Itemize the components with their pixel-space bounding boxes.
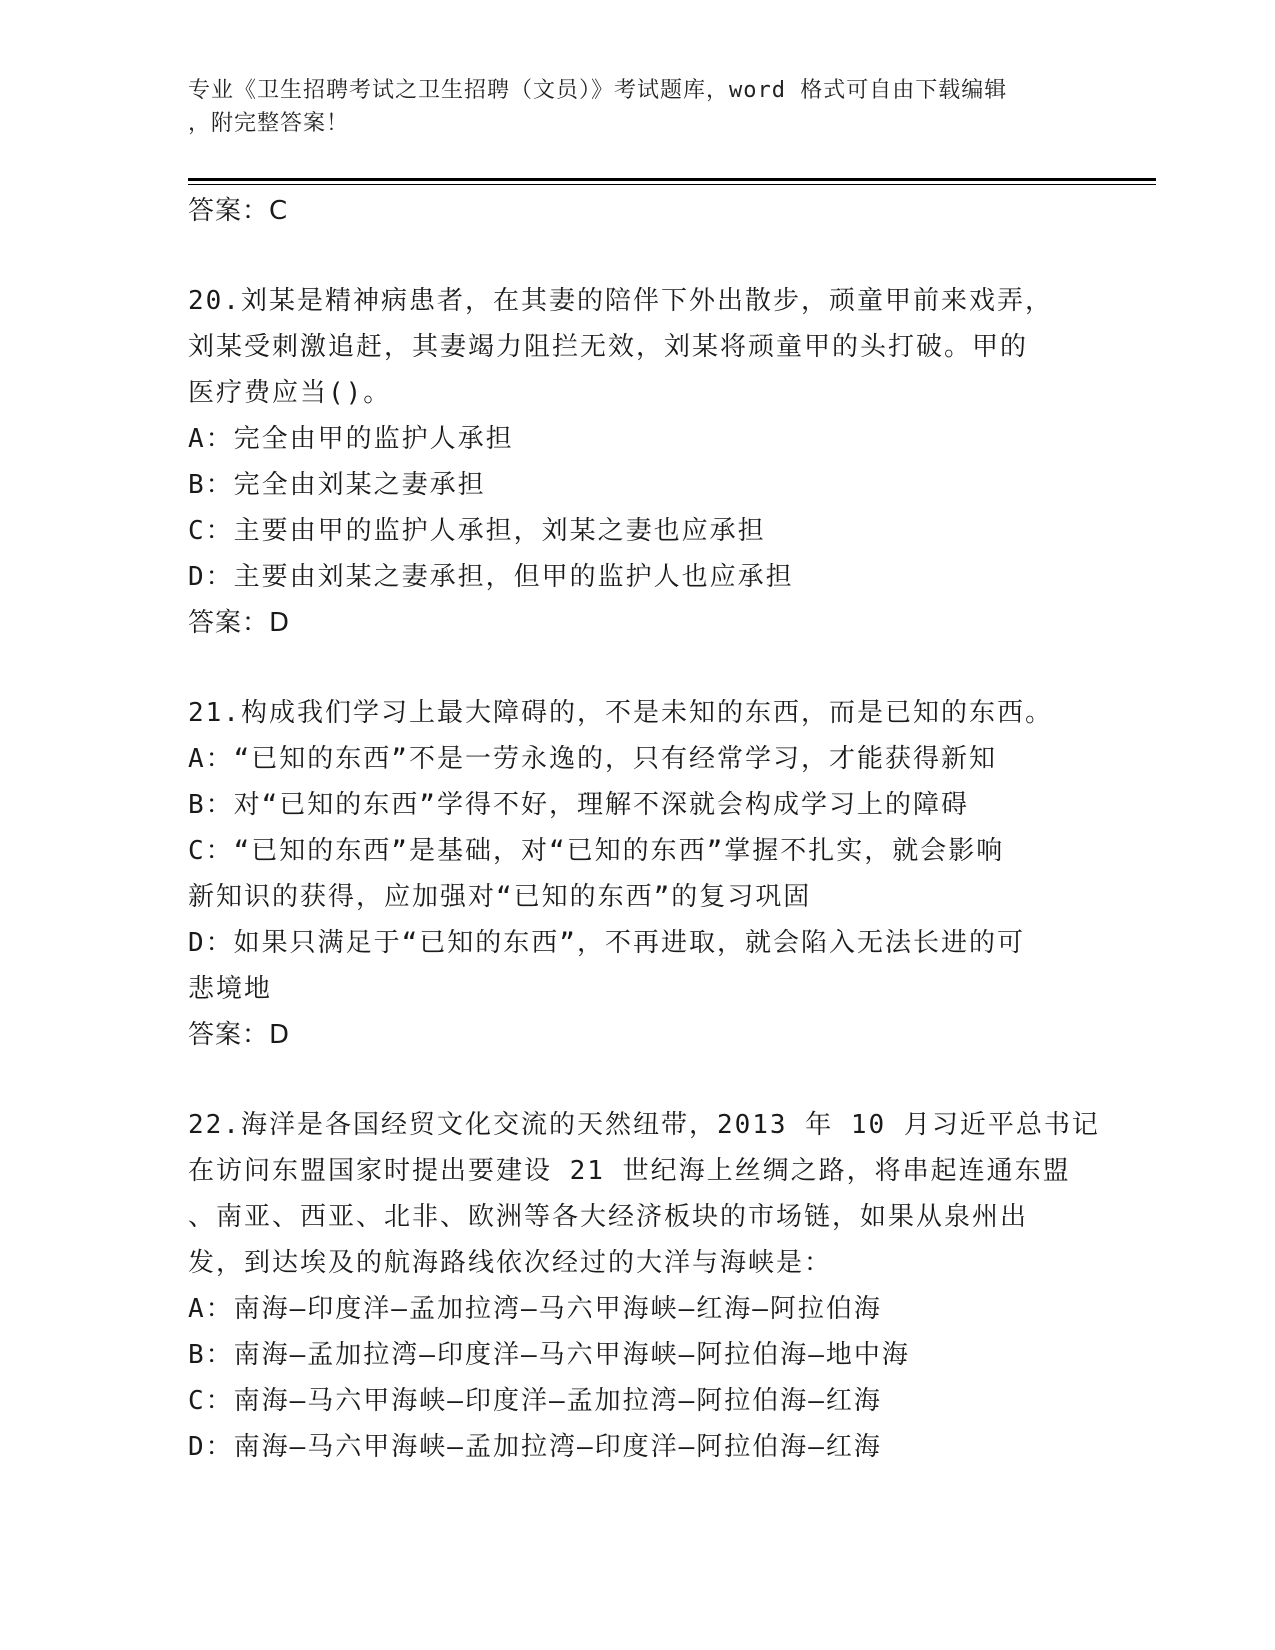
option-c: C：南海—马六甲海峡—印度洋—孟加拉湾—阿拉伯海—红海	[188, 1386, 882, 1416]
option-a: A：南海—印度洋—孟加拉湾—马六甲海峡—红海—阿拉伯海	[188, 1294, 882, 1324]
previous-answer: 答案：C	[188, 196, 289, 226]
question-stem-line: 21.构成我们学习上最大障碍的，不是未知的东西，而是已知的东西。	[188, 698, 1053, 728]
spacer	[188, 1058, 1088, 1102]
option-c: C：主要由甲的监护人承担，刘某之妻也应承担	[188, 516, 766, 546]
question-stem-line: 医疗费应当()。	[188, 378, 392, 408]
spacer	[188, 646, 1088, 690]
question-stem-line: 、南亚、西亚、北非、欧洲等各大经济板块的市场链，如果从泉州出	[188, 1202, 1029, 1232]
answer: 答案：D	[188, 608, 291, 638]
question-stem-line: 20.刘某是精神病患者，在其妻的陪伴下外出散步，顽童甲前来戏弄，	[188, 286, 1053, 316]
document-header	[188, 74, 1088, 140]
question-22	[188, 1102, 1100, 1470]
header-line-1: 专业《卫生招聘考试之卫生招聘（文员）》考试题库，word 格式可自由下载编辑	[188, 78, 1008, 103]
header-line-2: ，附完整答案！	[188, 111, 350, 136]
option-b: B：南海—孟加拉湾—印度洋—马六甲海峡—阿拉伯海—地中海	[188, 1340, 910, 1370]
spacer	[188, 234, 1088, 278]
option-b: B：完全由刘某之妻承担	[188, 470, 486, 500]
question-stem-line: 发，到达埃及的航海路线依次经过的大洋与海峡是：	[188, 1248, 833, 1278]
option-d: D：主要由刘某之妻承担，但甲的监护人也应承担	[188, 562, 794, 592]
header-rule-thick	[188, 178, 1156, 181]
option-d: D：如果只满足于“已知的东西”，不再进取，就会陷入无法长进的可	[188, 928, 1025, 958]
question-stem-line: 在访问东盟国家时提出要建设 21 世纪海上丝绸之路，将串起连通东盟	[188, 1156, 1071, 1186]
option-a: A：“已知的东西”不是一劳永逸的，只有经常学习，才能获得新知	[188, 744, 997, 774]
option-c: C：“已知的东西”是基础，对“已知的东西”掌握不扎实，就会影响	[188, 836, 1005, 866]
question-stem-line: 刘某受刺激追赶，其妻竭力阻拦无效，刘某将顽童甲的头打破。甲的	[188, 332, 1029, 362]
option-b: B：对“已知的东西”学得不好，理解不深就会构成学习上的障碍	[188, 790, 969, 820]
question-stem-line: 22.海洋是各国经贸文化交流的天然纽带，2013 年 10 月习近平总书记	[188, 1110, 1100, 1140]
answer: 答案：D	[188, 1020, 291, 1050]
option-a: A：完全由甲的监护人承担	[188, 424, 514, 454]
option-d-continued: 悲境地	[188, 974, 273, 1004]
question-list	[188, 188, 1100, 1470]
header-rule-thin	[188, 184, 1156, 185]
question-20	[188, 278, 1088, 646]
question-21	[188, 690, 1088, 1058]
option-d: D：南海—马六甲海峡—孟加拉湾—印度洋—阿拉伯海—红海	[188, 1432, 882, 1462]
option-c-continued: 新知识的获得，应加强对“已知的东西”的复习巩固	[188, 882, 812, 912]
